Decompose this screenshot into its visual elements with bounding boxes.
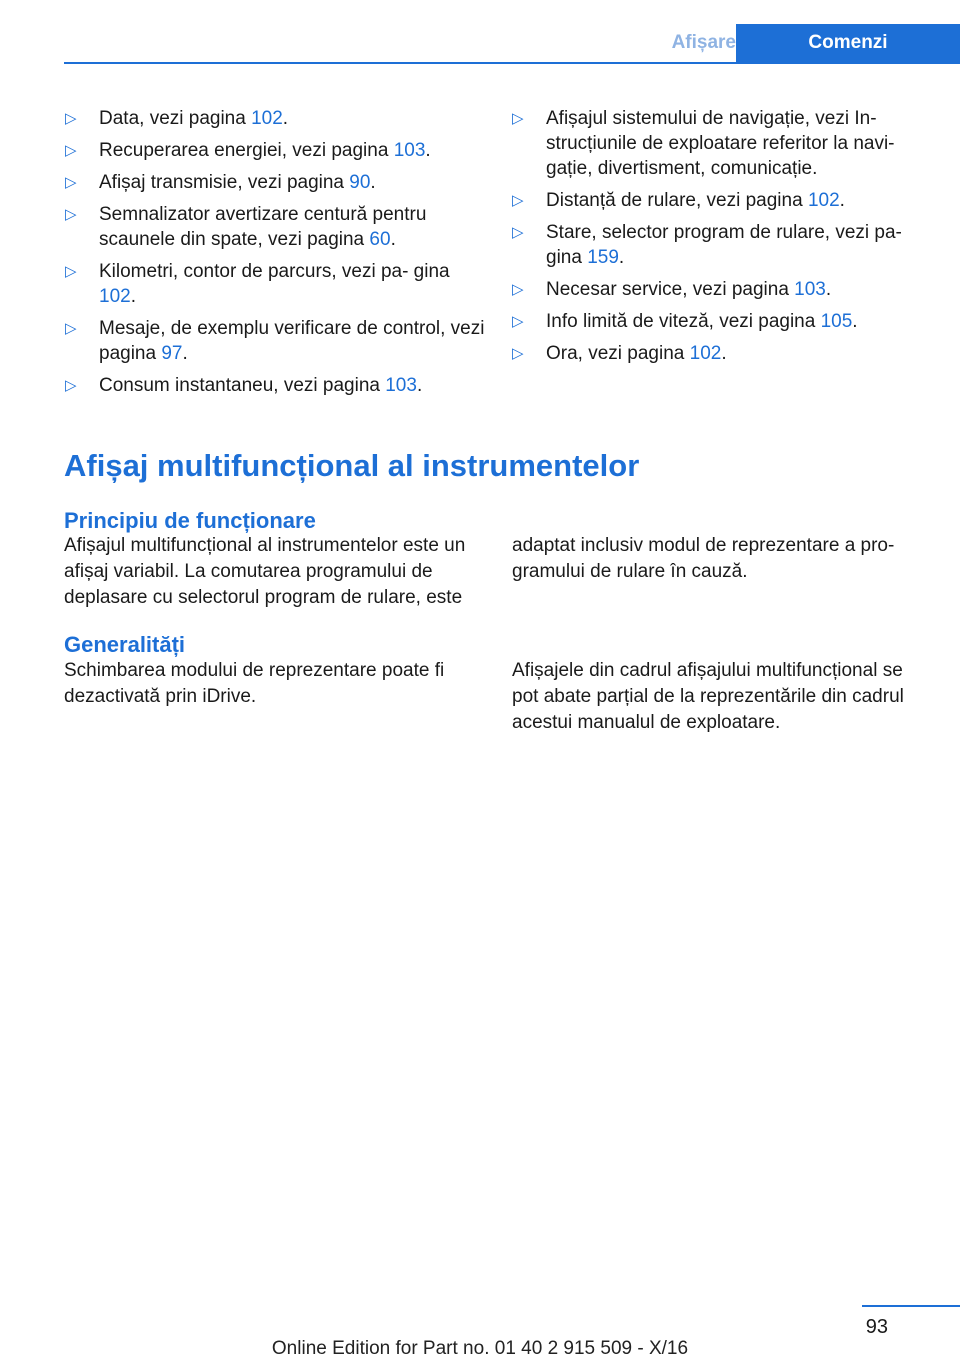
page-number: 93	[865, 1316, 888, 1338]
section-title: Afișaj multifuncțional al instrumentelor	[64, 448, 640, 483]
list-item-suffix: .	[282, 108, 289, 129]
list-item-text: Info limită de viteză, vezi pagina	[546, 311, 821, 332]
list-item-text: Recuperarea energiei, vezi pagina	[99, 140, 394, 161]
tab-comenzi[interactable]: Comenzi	[736, 24, 960, 62]
list-item-text: Data, vezi pagina	[99, 108, 252, 129]
list-item	[65, 106, 485, 131]
left-bullet-list	[65, 106, 485, 398]
page-link[interactable]: 102	[807, 190, 840, 211]
list-item	[512, 341, 927, 366]
page-link[interactable]: 103	[385, 375, 417, 396]
list-item-suffix: .	[370, 172, 376, 193]
list-item	[65, 316, 485, 366]
list-item	[65, 138, 485, 163]
left-list-column	[65, 106, 485, 405]
triangle-bullet-icon: ▷	[512, 192, 524, 209]
page-link[interactable]: 105	[820, 311, 853, 332]
page-link[interactable]: 102	[99, 286, 131, 307]
triangle-bullet-icon: ▷	[65, 263, 77, 280]
list-item-text: Kilometri, contor de parcurs, vezi pa‐ gina	[99, 261, 450, 282]
list-item-suffix: .	[825, 279, 832, 300]
list-item-suffix: .	[390, 229, 396, 250]
page-link[interactable]: 102	[251, 108, 283, 129]
list-item-text: Semnalizator avertizare centură pentru scaunele din spate, vezi pagina	[99, 204, 427, 250]
edition-footer: Online Edition for Part no. 01 40 2 915 509 - X/16	[271, 1338, 689, 1359]
page-link[interactable]: 103	[393, 140, 426, 161]
paragraph-generalitati-left: Schimbarea modului de reprezentare poate fi dezactivată prin iDrive.	[64, 660, 445, 707]
triangle-bullet-icon: ▷	[512, 313, 524, 330]
subsection-title-principiu: Principiu de funcționare	[64, 508, 316, 533]
list-item-suffix: .	[721, 343, 727, 364]
list-item-text: Necesar service, vezi pagina	[546, 279, 795, 300]
list-item	[65, 170, 485, 195]
list-item-suffix: .	[130, 286, 136, 307]
triangle-bullet-icon: ▷	[65, 174, 77, 191]
subsection-title-generalitati: Generalități	[64, 632, 186, 657]
list-item-suffix: .	[425, 140, 431, 161]
list-item-suffix: .	[852, 311, 858, 332]
list-item-text: Mesaje, de exemplu verificare de control, vezi pagina	[99, 318, 485, 364]
footer-divider	[862, 1305, 960, 1307]
triangle-bullet-icon: ▷	[512, 110, 524, 127]
list-item	[512, 309, 927, 334]
page-link[interactable]: 97	[161, 343, 183, 364]
triangle-bullet-icon: ▷	[65, 206, 77, 223]
list-item-text: Stare, selector program de rulare, vezi pa‐ gina	[546, 222, 902, 268]
triangle-bullet-icon: ▷	[512, 345, 524, 362]
page-link[interactable]: 159	[587, 247, 619, 268]
list-item-text: Afișajul sistemului de navigație, vezi In‐ strucțiunile de exploatare referitor la navi‐ gație, divertisment, comunicație.	[546, 108, 895, 179]
list-item	[512, 277, 927, 302]
list-item-text: Afișaj transmisie, vezi pagina	[99, 172, 350, 193]
list-item	[65, 259, 485, 309]
list-item	[512, 188, 927, 213]
list-item	[65, 373, 485, 398]
list-item	[512, 220, 927, 270]
paragraph-principiu-right: adaptat inclusiv modul de reprezentare a pro‐ gramului de rulare în cauză.	[512, 535, 895, 582]
triangle-bullet-icon: ▷	[65, 377, 77, 394]
page-link[interactable]: 90	[349, 172, 371, 193]
right-bullet-list	[512, 106, 927, 366]
page-link[interactable]: 103	[794, 279, 826, 300]
page-link[interactable]: 102	[689, 343, 722, 364]
triangle-bullet-icon: ▷	[512, 224, 524, 241]
list-item-text: Consum instantaneu, vezi pagina	[99, 375, 386, 396]
list-item-text: Distanță de rulare, vezi pagina	[546, 190, 808, 211]
triangle-bullet-icon: ▷	[65, 110, 77, 127]
page-header	[64, 24, 960, 64]
tab-afisare[interactable]: Afișare	[671, 32, 736, 53]
page-link[interactable]: 60	[369, 229, 391, 250]
list-item-suffix: .	[618, 247, 625, 268]
triangle-bullet-icon: ▷	[512, 281, 524, 298]
list-item-suffix: .	[182, 343, 188, 364]
list-item	[65, 202, 485, 252]
list-item	[512, 106, 927, 181]
paragraph-generalitati-right: Afișajele din cadrul afișajului multifuncțional se pot abate parțial de la reprezentările din cadrul acestui manualul de exploatare.	[512, 660, 904, 733]
list-item-text: Ora, vezi pagina	[546, 343, 690, 364]
triangle-bullet-icon: ▷	[65, 142, 77, 159]
triangle-bullet-icon: ▷	[65, 320, 77, 337]
list-item-suffix: .	[416, 375, 423, 396]
right-list-column	[512, 106, 927, 373]
list-item-suffix: .	[839, 190, 845, 211]
paragraph-principiu-left: Afișajul multifuncțional al instrumentelor este un afișaj variabil. La comutarea programului de deplasare cu selectorul program de rulare, este	[64, 535, 466, 608]
